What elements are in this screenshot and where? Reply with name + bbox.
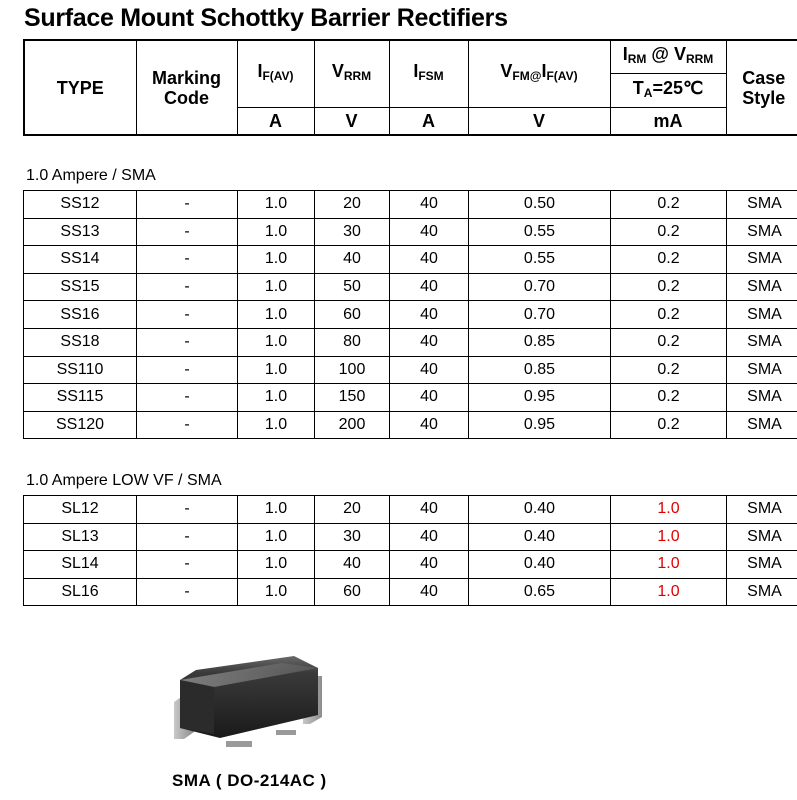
table-cell: SS16: [24, 301, 137, 329]
header-ifsm: $I_{FSM}$: [389, 40, 468, 107]
package-caption: SMA ( DO-214AC ): [172, 771, 327, 790]
section-label: 1.0 Ampere / SMA: [26, 167, 156, 184]
table-cell: 0.2: [611, 273, 727, 301]
table-cell: 0.40: [469, 496, 611, 524]
table-cell: SMA: [727, 411, 797, 439]
table-cell: 40: [390, 523, 469, 551]
unit-cell: V: [468, 107, 610, 135]
table-cell: 0.55: [469, 218, 611, 246]
table-row: [24, 384, 797, 412]
table-cell: SMA: [727, 384, 797, 412]
table-cell: 150: [315, 384, 390, 412]
table-cell: 40: [315, 551, 390, 579]
section-table: [23, 190, 797, 439]
header-irm: $I_{RM}$ @ $V_{RRM}$: [610, 40, 726, 73]
table-cell: 0.2: [611, 191, 727, 219]
table-cell: 60: [315, 578, 390, 606]
table-cell: 0.2: [611, 411, 727, 439]
table-cell: 30: [315, 218, 390, 246]
table-cell: 0.95: [469, 384, 611, 412]
table-cell: -: [137, 218, 238, 246]
unit-cell: A: [389, 107, 468, 135]
table-cell: 40: [390, 551, 469, 579]
table-row: [24, 578, 797, 606]
table-cell: 0.40: [469, 551, 611, 579]
table-cell: SMA: [727, 301, 797, 329]
table-cell: 0.65: [469, 578, 611, 606]
table-cell: -: [137, 301, 238, 329]
table-cell: SS18: [24, 328, 137, 356]
sma-package-image: [170, 640, 330, 760]
table-cell: 40: [390, 578, 469, 606]
table-cell: 0.85: [469, 356, 611, 384]
table-cell: 0.85: [469, 328, 611, 356]
table-cell: 0.50: [469, 191, 611, 219]
table-cell: 0.2: [611, 356, 727, 384]
table-cell: SS110: [24, 356, 137, 384]
table-cell: -: [137, 191, 238, 219]
table-cell: 0.2: [611, 246, 727, 274]
table-cell: SL16: [24, 578, 137, 606]
table-cell: 1.0: [611, 578, 727, 606]
header-vrrm: $V_{RRM}$: [314, 40, 389, 107]
table-cell: 40: [315, 246, 390, 274]
table-cell: 1.0: [238, 356, 315, 384]
table-cell: 20: [315, 496, 390, 524]
table-row: [24, 246, 797, 274]
table-cell: 40: [390, 246, 469, 274]
table-cell: SMA: [727, 578, 797, 606]
table-cell: 40: [390, 356, 469, 384]
table-cell: 1.0: [238, 301, 315, 329]
table-cell: 1.0: [238, 496, 315, 524]
table-cell: 1.0: [238, 578, 315, 606]
table-cell: -: [137, 328, 238, 356]
table-row: [24, 551, 797, 579]
table-cell: 1.0: [611, 551, 727, 579]
page-title: Surface Mount Schottky Barrier Rectifiers: [24, 4, 508, 32]
table-cell: 40: [390, 328, 469, 356]
table-cell: 40: [390, 384, 469, 412]
table-row: [24, 523, 797, 551]
table-cell: 40: [390, 411, 469, 439]
table-cell: 1.0: [238, 411, 315, 439]
table-cell: SMA: [727, 356, 797, 384]
table-cell: 1.0: [238, 328, 315, 356]
table-cell: SMA: [727, 246, 797, 274]
table-cell: -: [137, 551, 238, 579]
table-cell: SS13: [24, 218, 137, 246]
section-label: 1.0 Ampere LOW VF / SMA: [26, 472, 222, 489]
table-cell: SMA: [727, 273, 797, 301]
table-cell: 0.2: [611, 301, 727, 329]
table-cell: 1.0: [238, 384, 315, 412]
table-cell: 50: [315, 273, 390, 301]
header-type: TYPE: [24, 40, 136, 135]
table-row: [24, 411, 797, 439]
table-cell: 1.0: [238, 191, 315, 219]
table-cell: SMA: [727, 523, 797, 551]
table-cell: -: [137, 411, 238, 439]
table-row: [24, 496, 797, 524]
table-cell: 40: [390, 496, 469, 524]
table-cell: SS15: [24, 273, 137, 301]
table-row: [24, 273, 797, 301]
table-cell: 200: [315, 411, 390, 439]
table-cell: 100: [315, 356, 390, 384]
table-cell: SS12: [24, 191, 137, 219]
table-cell: -: [137, 246, 238, 274]
unit-cell: mA: [610, 107, 726, 135]
table-cell: SMA: [727, 328, 797, 356]
table-cell: 1.0: [611, 523, 727, 551]
table-cell: 60: [315, 301, 390, 329]
header-marking-code: Marking Code: [136, 40, 237, 135]
table-cell: SL13: [24, 523, 137, 551]
table-cell: 0.2: [611, 384, 727, 412]
table-cell: 1.0: [238, 246, 315, 274]
unit-cell: A: [237, 107, 314, 135]
table-cell: 0.95: [469, 411, 611, 439]
table-cell: 40: [390, 301, 469, 329]
table-cell: -: [137, 578, 238, 606]
table-cell: 1.0: [238, 218, 315, 246]
table-row: [24, 301, 797, 329]
unit-cell: V: [314, 107, 389, 135]
table-cell: SMA: [727, 551, 797, 579]
section-table: [23, 495, 797, 606]
table-cell: 1.0: [238, 273, 315, 301]
table-cell: SL14: [24, 551, 137, 579]
table-cell: 0.70: [469, 301, 611, 329]
table-cell: 80: [315, 328, 390, 356]
table-cell: 0.70: [469, 273, 611, 301]
table-cell: -: [137, 496, 238, 524]
table-cell: 40: [390, 273, 469, 301]
table-cell: 0.55: [469, 246, 611, 274]
table-row: [24, 191, 797, 219]
table-cell: SS115: [24, 384, 137, 412]
header-if-av: $I_{F(AV)}$: [237, 40, 314, 107]
table-cell: SMA: [727, 191, 797, 219]
header-case-style: Case Style: [726, 40, 797, 135]
table-cell: 0.2: [611, 328, 727, 356]
table-cell: SL12: [24, 496, 137, 524]
table-row: [24, 328, 797, 356]
table-cell: -: [137, 523, 238, 551]
table-cell: SMA: [727, 218, 797, 246]
table-cell: -: [137, 273, 238, 301]
table-cell: -: [137, 384, 238, 412]
table-cell: -: [137, 356, 238, 384]
table-cell: 1.0: [611, 496, 727, 524]
table-cell: SS120: [24, 411, 137, 439]
table-cell: 1.0: [238, 551, 315, 579]
table-cell: 1.0: [238, 523, 315, 551]
table-cell: 20: [315, 191, 390, 219]
table-cell: 40: [390, 218, 469, 246]
table-cell: 30: [315, 523, 390, 551]
table-cell: SS14: [24, 246, 137, 274]
spec-header-table: [23, 39, 797, 136]
header-vfm: $V_{FM@}I_{F(AV)}$: [468, 40, 610, 107]
table-row: [24, 218, 797, 246]
table-cell: 0.40: [469, 523, 611, 551]
table-cell: 0.2: [611, 218, 727, 246]
table-cell: 40: [390, 191, 469, 219]
table-row: [24, 356, 797, 384]
header-ta: $T_A=25℃$: [610, 73, 726, 107]
table-cell: SMA: [727, 496, 797, 524]
